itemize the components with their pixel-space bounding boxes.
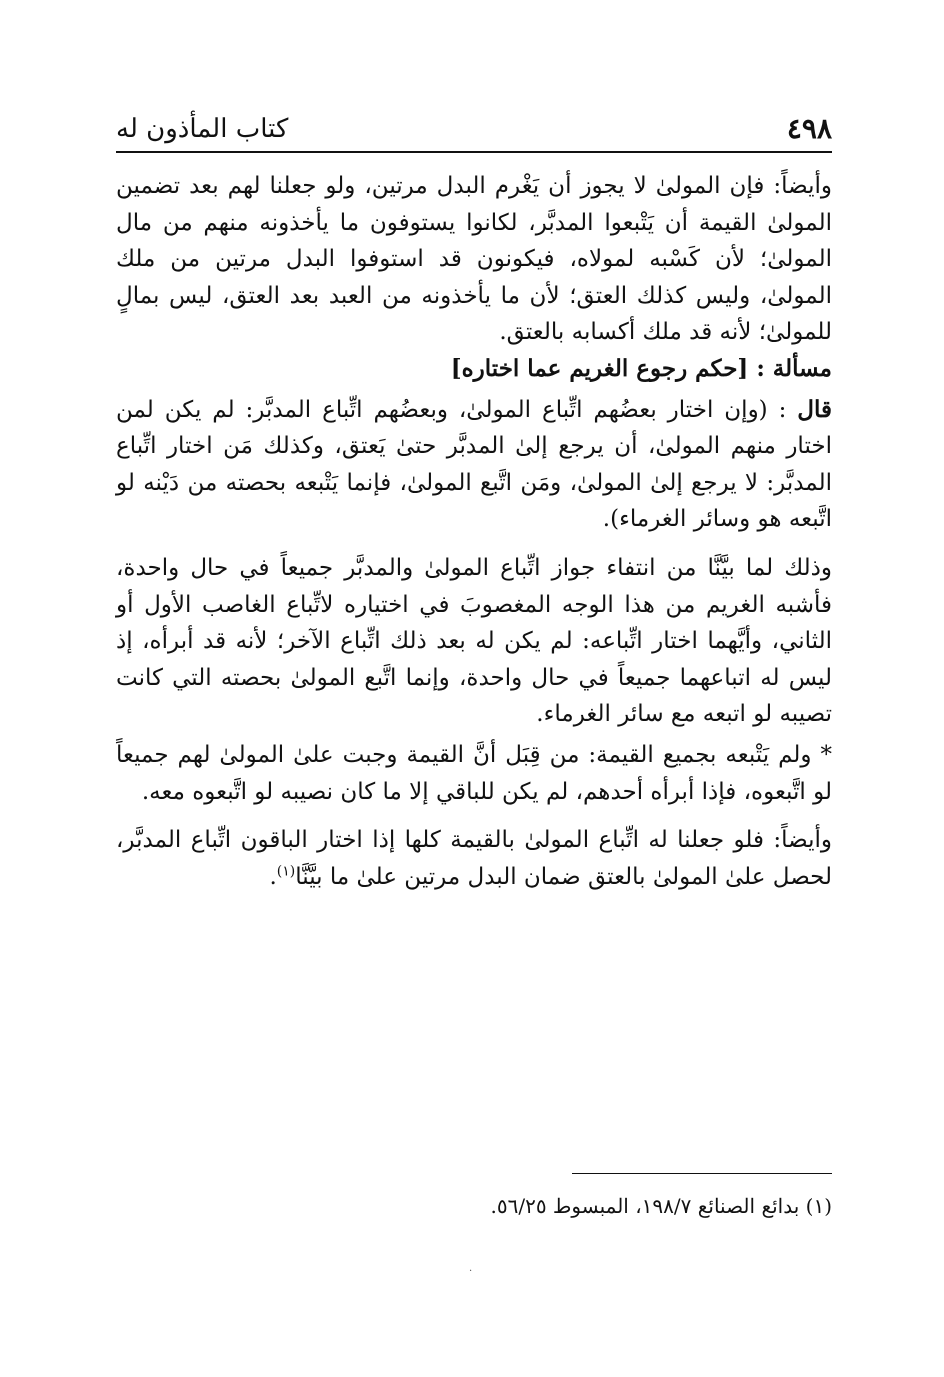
qala-label: قال xyxy=(797,395,832,423)
paragraph-5-text: وأيضاً: فلو جعلنا له اتِّباع المولىٰ بالقيمة كلها إذا اختار الباقون اتِّباع المدبَّر، لحصل علىٰ المولىٰ بالعتق ضمان البدل مرتين علىٰ ما بيَّنَّا xyxy=(116,827,832,890)
section-heading xyxy=(116,351,832,388)
paragraph-5 xyxy=(116,822,832,895)
main-text xyxy=(116,168,832,895)
page-header xyxy=(116,108,832,150)
header-divider xyxy=(116,151,832,153)
stray-dot: . xyxy=(469,1263,473,1274)
paragraph-2-text: : (وإن اختار بعضُهم اتِّباع المولىٰ، وبعضُهم اتِّباع المدبَّر: لم يكن لمن اختار منهم المولىٰ، أن يرجع إلىٰ المدبَّر حتىٰ يَعتق، وكذلك مَن اختار اتِّباع المدبَّر: لا يرجع إلىٰ المولىٰ، ومَن اتَّبع المولىٰ، فإنما يَتْبعه بحصته من دَيْنه لو اتَّبعه هو وسائر الغرماء). xyxy=(116,396,832,533)
paragraph-5-end: . xyxy=(269,863,277,890)
paragraph-3: وذلك لما بيَّنَّا من انتفاء جواز اتِّباع المولىٰ والمدبَّر جميعاً في حال واحدة، فأشبه الغريم من هذا الوجه المغصوبَ في اختياره لاتِّباع الغاصب الأول أو الثاني، وأيَّهما اختار اتِّباعه: لم يكن له بعد ذلك اتِّباع الآخر؛ لأنه قد أبرأه، إذ ليس له اتباعهما جميعاً في حال واحدة، وإنما اتَّبع المولىٰ بحصته التي كانت تصيبه لو اتبعه مع سائر الغرماء. xyxy=(116,554,832,728)
footnote: (١) بدائع الصنائع ١٩٨/٧، المبسوط ٥٦/٢٥. xyxy=(490,1194,832,1218)
footnote-divider xyxy=(572,1173,832,1174)
paragraph-4: * ولم يَتْبعه بجميع القيمة: من قِبَل أنَّ القيمة وجبت علىٰ المولىٰ لهم جميعاً لو اتَّبعوه، فإذا أبرأه أحدهم، لم يكن للباقي إلا ما كان نصيبه لو اتَّبعوه معه. xyxy=(116,741,832,805)
page-number: ٤٩٨ xyxy=(786,112,832,145)
paragraph-1: وأيضاً: فإن المولىٰ لا يجوز أن يَغْرم البدل مرتين، ولو جعلنا لهم بعد تضمين المولىٰ القيمة أن يَتْبعوا المدبَّر، لكانوا يستوفون ما يأخذونه منهم من مال المولىٰ؛ لأن كَسْبه لمولاه، فيكونون قد استوفوا البدل مرتين من ملك المولىٰ، وليس كذلك العتق؛ لأن ما يأخذونه من العبد بعد العتق، ليس بمالٍ للمولىٰ؛ لأنه قد ملك أكسابه بالعتق. xyxy=(116,173,832,346)
paragraph-2 xyxy=(116,392,832,538)
heading-label: مسألة : xyxy=(756,354,832,382)
heading-text: [حكم رجوع الغريم عما اختاره] xyxy=(450,354,749,382)
running-title: كتاب المأذون له xyxy=(116,114,289,144)
footnote-reference[interactable]: (١) xyxy=(276,863,296,880)
